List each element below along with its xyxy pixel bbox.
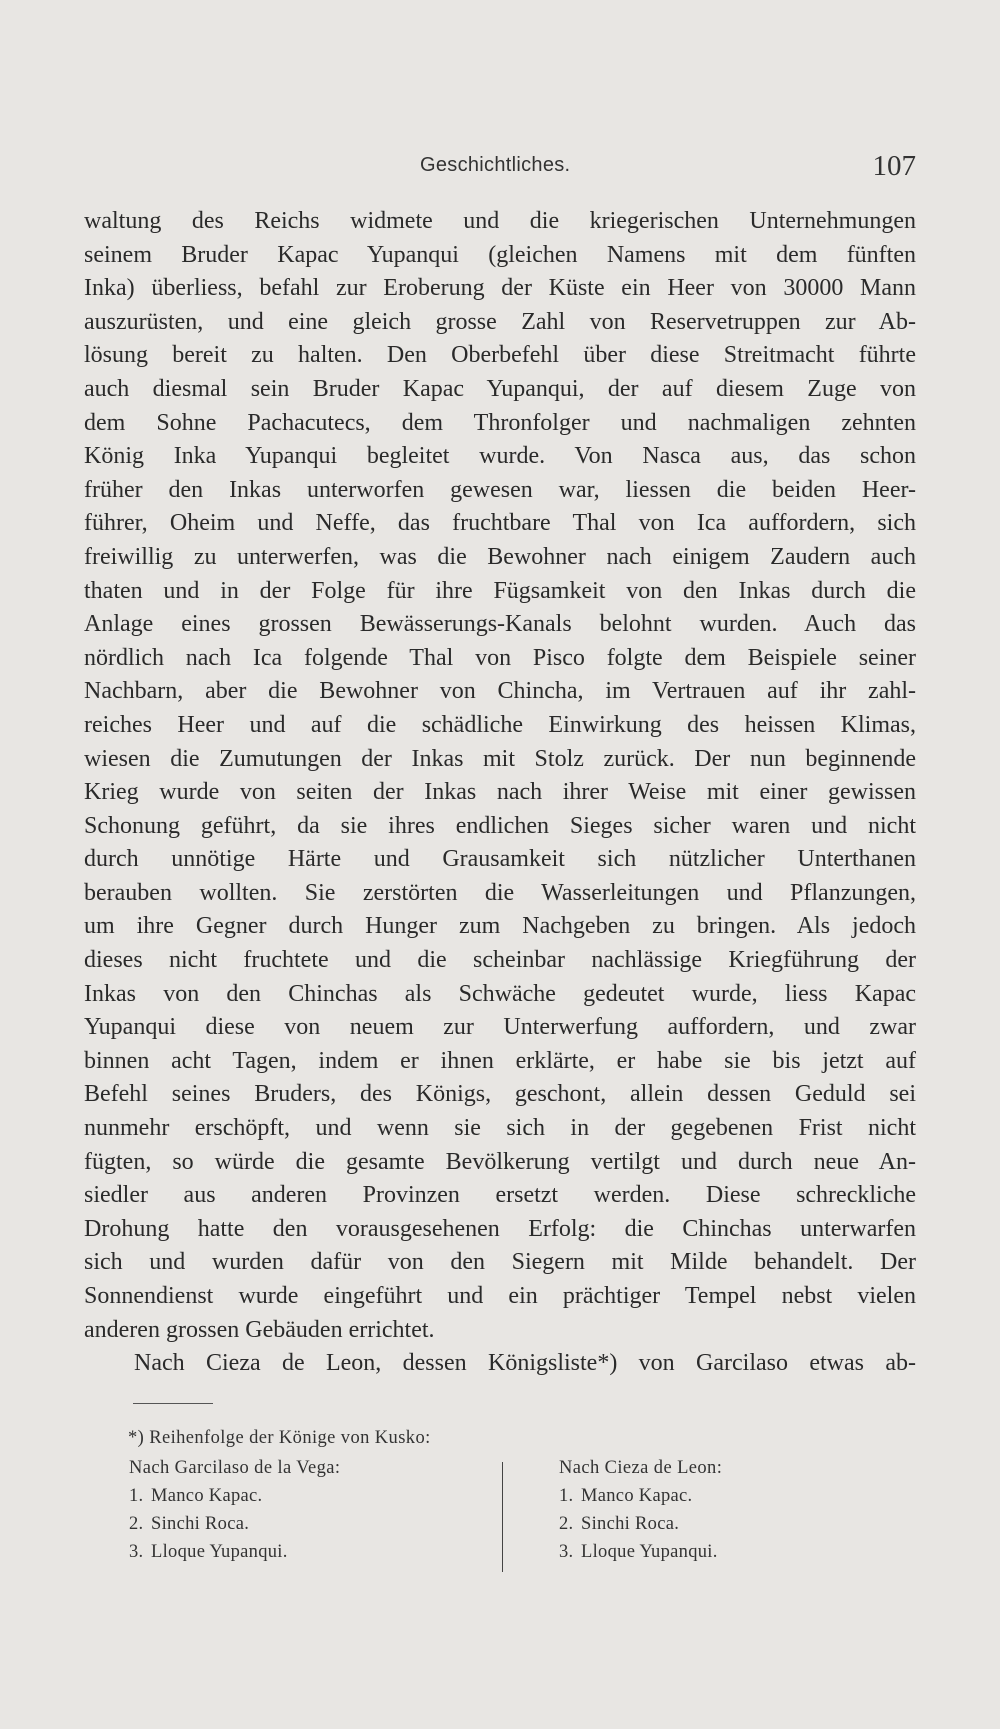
text-line: sich und wurden dafür von den Siegern mit Milde behandelt. Der <box>84 1249 916 1276</box>
king-number: 2. <box>559 1514 574 1534</box>
text-line: durch unnötige Härte und Grausamkeit sich nützlicher Unterthanen <box>84 846 916 873</box>
body-text <box>84 205 916 1381</box>
text-line: Drohung hatte den vorausgesehenen Erfolg: die Chinchas unterwarfen <box>84 1215 916 1242</box>
king-name: Sinchi Roca. <box>151 1514 250 1534</box>
running-title: Geschichtliches. <box>420 154 571 176</box>
text-line: Yupanqui diese von neuem zur Unterwerfung auffordern, und zwar <box>84 1014 916 1041</box>
king-name: Manco Kapac. <box>581 1486 693 1506</box>
king-list-item <box>559 1482 722 1510</box>
paragraph-end-line: anderen grossen Gebäuden errichtet. <box>84 1316 435 1343</box>
text-line: um ihre Gegner durch Hunger zum Nachgeben zu bringen. Als jedoch <box>84 913 916 940</box>
king-name: Sinchi Roca. <box>581 1514 680 1534</box>
footnote-column-garcilaso <box>129 1454 340 1566</box>
text-line: König Inka Yupanqui begleitet wurde. Von Nasca aus, das schon <box>84 443 916 470</box>
text-line: nördlich nach Ica folgende Thal von Pisco folgte dem Beispiele seiner <box>84 644 916 671</box>
text-line: wiesen die Zumutungen der Inkas mit Stolz zurück. Der nun beginnende <box>84 745 916 772</box>
king-list-item <box>559 1538 722 1566</box>
footnote-intro: *) Reihenfolge der Könige von Kusko: <box>128 1428 431 1448</box>
text-line: lösung bereit zu halten. Den Oberbefehl über diese Streitmacht führte <box>84 342 916 369</box>
text-line: Inka) überliess, befahl zur Eroberung der Küste ein Heer von 30000 Mann <box>84 275 916 302</box>
footnote-column-cieza <box>559 1454 722 1566</box>
king-name: Lloque Yupanqui. <box>151 1542 288 1562</box>
text-line: Nachbarn, aber die Bewohner von Chincha, im Vertrauen auf ihr zahl- <box>84 678 916 705</box>
text-line: nunmehr erschöpft, und wenn sie sich in der gegebenen Frist nicht <box>84 1115 916 1142</box>
footnote <box>84 1424 916 1574</box>
text-line: Sonnendienst wurde eingeführt und ein prächtiger Tempel nebst vielen <box>84 1283 916 1309</box>
page-number: 107 <box>872 150 916 182</box>
text-line: thaten und in der Folge für ihre Fügsamkeit von den Inkas durch die <box>84 577 916 604</box>
text-line: früher den Inkas unterworfen gewesen war, liessen die beiden Heer- <box>84 476 916 503</box>
text-line: Inkas von den Chinchas als Schwäche gedeutet wurde, liess Kapac <box>84 980 916 1007</box>
king-list-item <box>129 1482 340 1510</box>
text-line: binnen acht Tagen, indem er ihnen erklärte, er habe sie bis jetzt auf <box>84 1047 916 1074</box>
king-name: Manco Kapac. <box>151 1486 263 1506</box>
king-number: 3. <box>129 1542 144 1562</box>
footnote-column-heading: Nach Cieza de Leon: <box>559 1458 723 1478</box>
king-list-item <box>129 1538 340 1566</box>
paragraph-start-line: Nach Cieza de Leon, dessen Königsliste*) von Garcilaso etwas ab- <box>134 1350 916 1377</box>
text-line: Schonung geführt, da sie ihres endlichen Sieges sicher waren und nicht <box>84 812 916 839</box>
text-line: auch diesmal sein Bruder Kapac Yupanqui, der auf diesem Zuge von <box>84 375 916 402</box>
page-header <box>84 150 916 190</box>
king-number: 3. <box>559 1542 574 1562</box>
footnote-columns <box>84 1454 916 1574</box>
king-list-item <box>559 1510 722 1538</box>
column-divider <box>502 1462 503 1572</box>
king-number: 2. <box>129 1514 144 1534</box>
text-line: waltung des Reichs widmete und die kriegerischen Unternehmungen <box>84 208 916 234</box>
text-line: führer, Oheim und Neffe, das fruchtbare Thal von Ica auffordern, sich <box>84 510 916 537</box>
text-line: reiches Heer und auf die schädliche Einwirkung des heissen Klimas, <box>84 711 916 738</box>
text-line: dem Sohne Pachacutecs, dem Thronfolger und nachmaligen zehnten <box>84 409 916 436</box>
text-line: auszurüsten, und eine gleich grosse Zahl von Reservetruppen zur Ab- <box>84 308 916 335</box>
king-list-item <box>129 1510 340 1538</box>
footnote-rule <box>133 1403 213 1404</box>
footnote-column-heading: Nach Garcilaso de la Vega: <box>129 1458 341 1478</box>
text-line: dieses nicht fruchtete und die scheinbar nachlässige Kriegführung der <box>84 947 916 974</box>
king-name: Lloque Yupanqui. <box>581 1542 718 1562</box>
king-number: 1. <box>129 1486 144 1506</box>
text-line: fügten, so würde die gesamte Bevölkerung vertilgt und durch neue An- <box>84 1148 916 1175</box>
text-line: Anlage eines grossen Bewässerungs-Kanals belohnt wurden. Auch das <box>84 611 916 638</box>
text-line: seinem Bruder Kapac Yupanqui (gleichen Namens mit dem fünften <box>84 241 916 268</box>
text-line: Krieg wurde von seiten der Inkas nach ihrer Weise mit einer gewissen <box>84 779 916 806</box>
text-line: Befehl seines Bruders, des Königs, geschont, allein dessen Geduld sei <box>84 1081 916 1108</box>
text-line: siedler aus anderen Provinzen ersetzt werden. Diese schreckliche <box>84 1182 916 1209</box>
text-line: berauben wollten. Sie zerstörten die Wasserleitungen und Pflanzungen, <box>84 879 916 906</box>
text-line: freiwillig zu unterwerfen, was die Bewohner nach einigem Zaudern auch <box>84 543 916 570</box>
king-number: 1. <box>559 1486 574 1506</box>
